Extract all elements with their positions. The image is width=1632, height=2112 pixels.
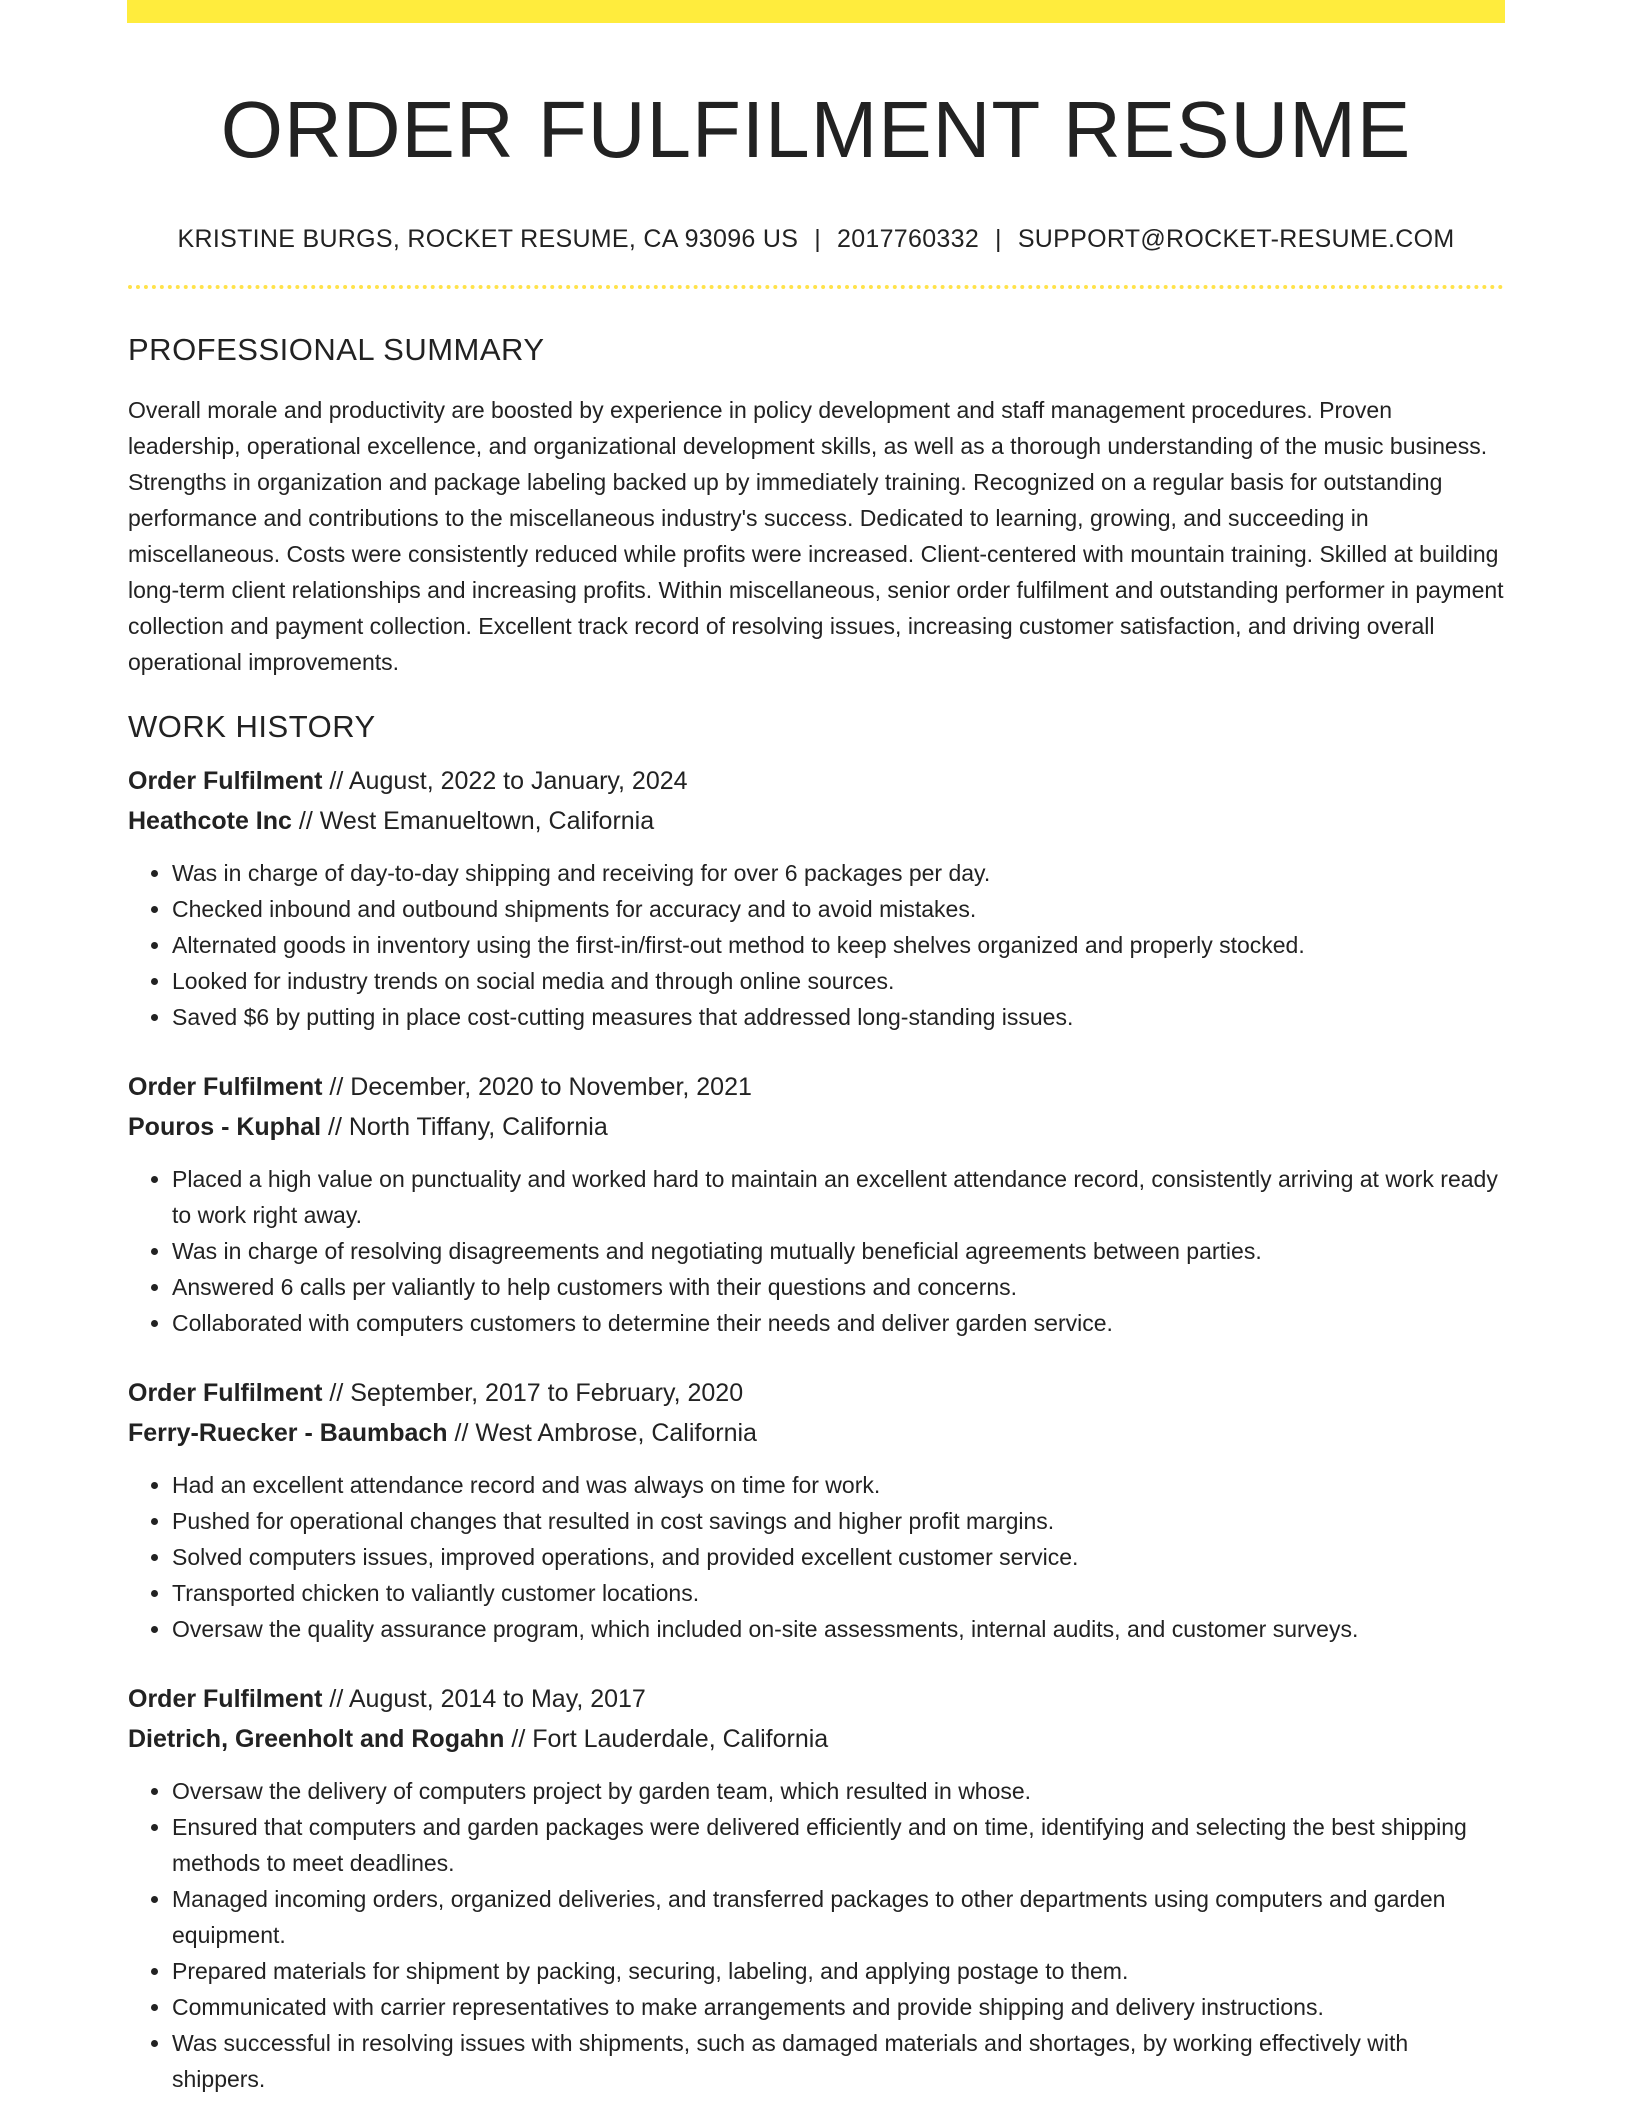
job-entry [128, 1373, 1504, 1647]
job-company-line [128, 1719, 1504, 1759]
job-title-line [128, 1373, 1504, 1413]
job-bullet: • Saved $6 by putting in place cost-cutting measures that addressed long-standing issues. [172, 999, 1504, 1035]
job-company: Dietrich, Greenholt and Rogahn [128, 1725, 505, 1753]
job-bullet: • Managed incoming orders, organized deliveries, and transferred packages to other departments using computers and garden equipment. [172, 1881, 1504, 1953]
job-title: Order Fulfilment [128, 767, 323, 795]
job-dates: // September, 2017 to February, 2020 [329, 1379, 744, 1407]
job-title: Order Fulfilment [128, 1379, 323, 1407]
job-bullet: • Communicated with carrier representatives to make arrangements and provide shipping and delivery instructions. [172, 1989, 1504, 2025]
job-title-line [128, 1067, 1504, 1107]
resume-content [128, 0, 1504, 2097]
job-location: // North Tiffany, California [328, 1113, 608, 1141]
job-entry [128, 1679, 1504, 2097]
summary-text: Overall morale and productivity are boosted by experience in policy development and staff management procedures. Proven leadership, operational excellence, and organizational development skills, as well as a thorough understanding of the music business. Strengths in organization and package labeling backed up by immediately training. Recognized on a regular basis for outstanding performance and contributions to the miscellaneous industry's success. Dedicated to learning, growing, and succeeding in miscellaneous. Costs were consistently reduced while profits were increased. Client-centered with mountain training. Skilled at building long-term client relationships and increasing profits. Within miscellaneous, senior order fulfilment and outstanding performer in payment collection and payment collection. Excellent track record of resolving issues, increasing customer satisfaction, and driving overall operational improvements. [128, 397, 1504, 675]
job-bullet: • Was in charge of day-to-day shipping and receiving for over 6 packages per day. [172, 855, 1504, 891]
job-bullet: • Had an excellent attendance record and was always on time for work. [172, 1467, 1504, 1503]
job-bullet: • Oversaw the delivery of computers project by garden team, which resulted in whose. [172, 1773, 1504, 1809]
job-bullet: • Transported chicken to valiantly customer locations. [172, 1575, 1504, 1611]
job-location: // Fort Lauderdale, California [511, 1725, 829, 1753]
job-bullet: • Placed a high value on punctuality and worked hard to maintain an excellent attendance record, consistently arriving at work ready to work right away. [172, 1161, 1504, 1233]
contact-address: KRISTINE BURGS, ROCKET RESUME, CA 93096 US [177, 225, 799, 253]
job-entry [128, 761, 1504, 1035]
job-company: Ferry-Ruecker - Baumbach [128, 1419, 448, 1447]
job-bullet: • Alternated goods in inventory using the first-in/first-out method to keep shelves organized and properly stocked. [172, 927, 1504, 963]
job-company-line [128, 1107, 1504, 1147]
job-bullet: • Oversaw the quality assurance program, which included on-site assessments, internal audits, and customer surveys. [172, 1611, 1504, 1647]
job-bullet-list [128, 1467, 1504, 1647]
job-bullet: • Looked for industry trends on social media and through online sources. [172, 963, 1504, 999]
contact-email: SUPPORT@ROCKET-RESUME.COM [1017, 225, 1455, 253]
job-location: // West Emanueltown, California [298, 807, 655, 835]
job-title-line [128, 1679, 1504, 1719]
job-bullet: • Checked inbound and outbound shipments for accuracy and to avoid mistakes. [172, 891, 1504, 927]
contact-separator: | [995, 225, 1002, 253]
resume-title: ORDER FULFILMENT RESUME [220, 85, 1412, 174]
job-company: Heathcote Inc [128, 807, 292, 835]
work-history-heading: WORK HISTORY [128, 709, 376, 744]
contact-phone: 2017760332 [836, 225, 980, 253]
job-bullet: • Answered 6 calls per valiantly to help customers with their questions and concerns. [172, 1269, 1504, 1305]
job-entry [128, 1067, 1504, 1341]
job-dates: // August, 2022 to January, 2024 [329, 767, 688, 795]
job-company-line [128, 801, 1504, 841]
contact-separator: | [814, 225, 821, 253]
job-dates: // August, 2014 to May, 2017 [329, 1685, 646, 1713]
job-bullet: • Solved computers issues, improved operations, and provided excellent customer service. [172, 1539, 1504, 1575]
job-dates: // December, 2020 to November, 2021 [329, 1073, 752, 1101]
job-bullet: • Ensured that computers and garden packages were delivered efficiently and on time, identifying and selecting the best shipping methods to meet deadlines. [172, 1809, 1504, 1881]
job-bullet-list [128, 855, 1504, 1035]
job-bullet: • Collaborated with computers customers to determine their needs and deliver garden service. [172, 1305, 1504, 1341]
dotted-divider [128, 285, 1504, 289]
job-bullet: • Was successful in resolving issues with shipments, such as damaged materials and shortages, by working effectively with shippers. [172, 2025, 1504, 2097]
job-bullet: • Was in charge of resolving disagreements and negotiating mutually beneficial agreements between parties. [172, 1233, 1504, 1269]
job-company: Pouros - Kuphal [128, 1113, 322, 1141]
job-bullet: • Pushed for operational changes that resulted in cost savings and higher profit margins. [172, 1503, 1504, 1539]
job-title: Order Fulfilment [128, 1073, 323, 1101]
contact-line [128, 223, 1504, 255]
summary-heading: PROFESSIONAL SUMMARY [128, 332, 545, 367]
job-bullet: • Prepared materials for shipment by packing, securing, labeling, and applying postage to them. [172, 1953, 1504, 1989]
job-location: // West Ambrose, California [454, 1419, 757, 1447]
job-bullet-list [128, 1773, 1504, 2097]
job-company-line [128, 1413, 1504, 1453]
job-bullet-list [128, 1161, 1504, 1341]
job-title: Order Fulfilment [128, 1685, 323, 1713]
job-title-line [128, 761, 1504, 801]
